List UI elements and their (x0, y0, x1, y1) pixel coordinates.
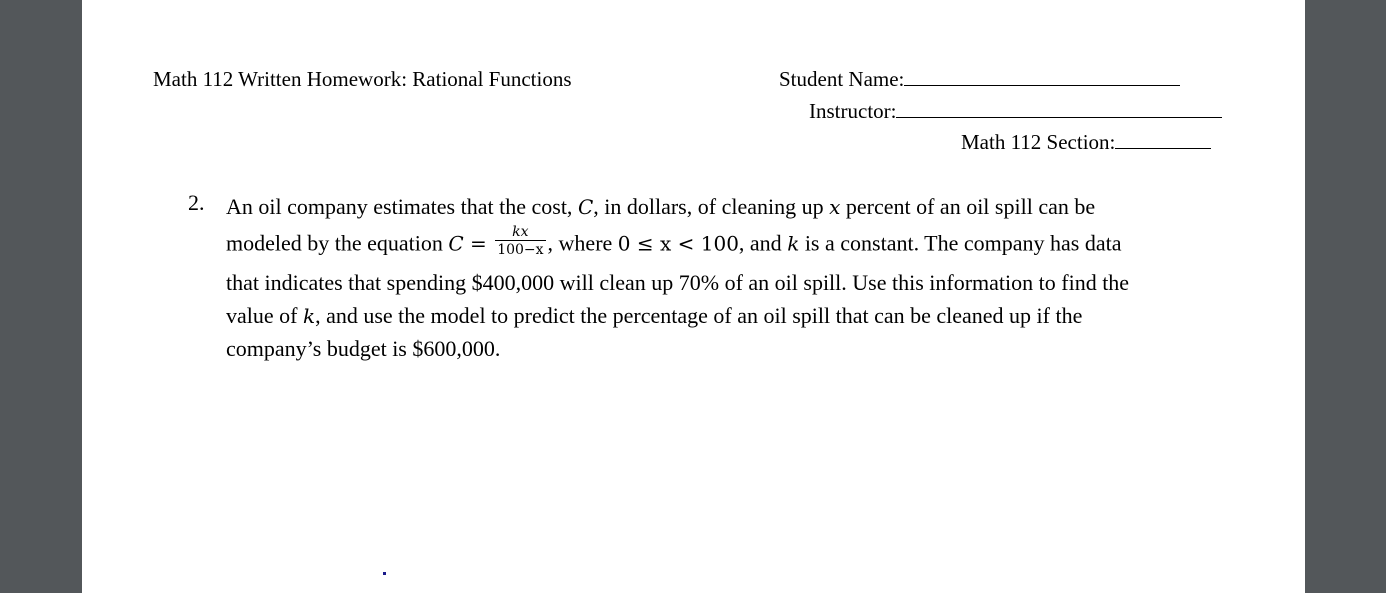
problem-line-3: that indicates that spending $400,000 will clean up 70% of an oil spill. Use this information to find the (226, 270, 1130, 295)
math-var-x: x (829, 195, 841, 219)
text: is a constant. The company has data (799, 230, 1122, 256)
math-var-c: C (448, 231, 464, 256)
problem-number: 2. (188, 190, 205, 215)
problem-line-5: company’s budget is $600,000. (226, 336, 501, 361)
problem-line-4 (226, 303, 1082, 329)
instructor-blank (896, 99, 1222, 118)
math-inequality: 0 ≤ x < 100 (617, 231, 739, 256)
text: , in dollars, of cleaning up (593, 194, 830, 219)
stray-dot (383, 572, 386, 575)
fraction-numerator: kx (495, 224, 545, 241)
cost-fraction (495, 224, 545, 259)
section-blank (1115, 130, 1211, 149)
section-row (961, 130, 1211, 154)
course-title: Math 112 Written Homework: Rational Functions (153, 67, 572, 91)
instructor-label: Instructor: (809, 99, 897, 123)
problem-line-1 (226, 194, 1095, 220)
math-var-k: k (787, 231, 800, 256)
math-var-k: k (302, 304, 316, 328)
section-label: Math 112 Section: (961, 130, 1116, 154)
math-var-c: C (577, 195, 594, 219)
text: value of (226, 303, 303, 328)
instructor-row (809, 99, 1222, 123)
problem-line-2 (226, 224, 1122, 263)
text: , and (738, 230, 788, 256)
text: , where (547, 230, 618, 256)
student-name-blank (904, 67, 1180, 86)
student-name-label: Student Name: (779, 67, 905, 91)
text: percent of an oil spill can be (840, 194, 1096, 219)
text: An oil company estimates that the cost, (226, 194, 578, 219)
student-name-row (779, 67, 1180, 91)
math-equals: = (463, 231, 494, 256)
text: modeled by the equation (226, 230, 449, 256)
fraction-denominator: 100−x (497, 242, 544, 258)
document-page (82, 0, 1305, 593)
text: , and use the model to predict the percentage of an oil spill that can be cleaned up if the (315, 303, 1083, 328)
